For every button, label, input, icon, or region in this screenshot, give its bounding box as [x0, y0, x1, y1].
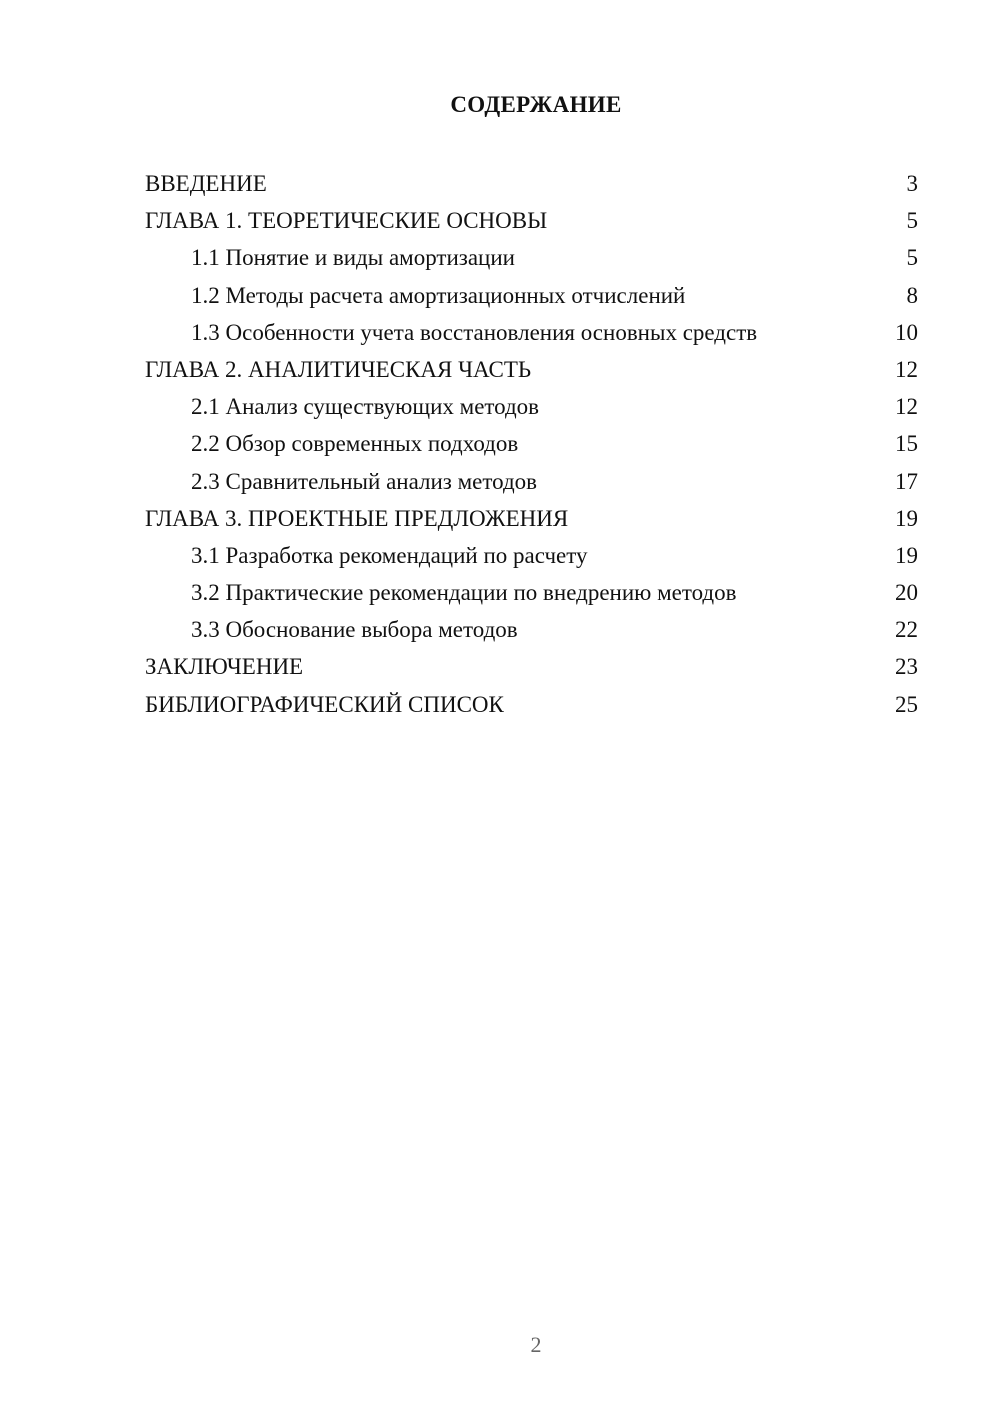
page-number: 2	[530, 1332, 542, 1357]
toc-entry-page: 23	[895, 654, 918, 680]
toc-entry-page: 3	[906, 171, 918, 196]
toc-entry-text: ГЛАВА 2. АНАЛИТИЧЕСКАЯ ЧАСТЬ	[145, 356, 532, 382]
toc-entry-section-1-2[interactable]	[145, 277, 918, 314]
toc-entry-section-3-3[interactable]	[145, 611, 918, 648]
toc-entry-text: БИБЛИОГРАФИЧЕСКИЙ СПИСОК	[145, 691, 504, 717]
toc-entry-page: 25	[895, 691, 918, 717]
toc-entry-page: 5	[906, 245, 918, 271]
toc-entry-page: 12	[895, 356, 918, 382]
toc-entry-text: 1.1 Понятие и виды амортизации	[191, 245, 515, 271]
toc-entry-section-2-3[interactable]	[145, 463, 918, 500]
toc-entry-page: 20	[895, 580, 918, 606]
toc-entry-page: 19	[895, 542, 918, 568]
toc-entry-text: 2.3 Сравнительный анализ методов	[191, 468, 538, 494]
toc-title: СОДЕРЖАНИЕ	[450, 92, 622, 117]
toc-entry-introduction[interactable]	[145, 165, 918, 202]
toc-entry-page: 5	[906, 208, 918, 234]
toc-entry-section-1-3[interactable]	[145, 314, 918, 351]
table-of-contents	[145, 165, 918, 723]
toc-entry-section-3-1[interactable]	[145, 537, 918, 574]
toc-entry-text: ЗАКЛЮЧЕНИЕ	[145, 654, 304, 680]
toc-entry-text: 3.1 Разработка рекомендаций по расчету	[191, 542, 588, 568]
toc-entry-page: 8	[906, 282, 918, 308]
toc-entry-text: 2.1 Анализ существующих методов	[191, 394, 540, 420]
toc-entry-page: 22	[895, 617, 918, 643]
toc-entry-page: 10	[895, 319, 918, 345]
toc-entry-text: ВВЕДЕНИЕ	[145, 171, 267, 196]
toc-entry-chapter-3[interactable]	[145, 500, 918, 537]
toc-entry-page: 12	[895, 394, 918, 420]
toc-entry-section-1-1[interactable]	[145, 239, 918, 276]
toc-entry-page: 19	[895, 505, 918, 531]
toc-entry-page: 17	[895, 468, 918, 494]
toc-entry-chapter-1[interactable]	[145, 202, 918, 239]
toc-entry-section-2-2[interactable]	[145, 425, 918, 462]
toc-entry-text: ГЛАВА 1. ТЕОРЕТИЧЕСКИЕ ОСНОВЫ	[145, 208, 548, 234]
toc-entry-chapter-2[interactable]	[145, 351, 918, 388]
toc-entry-text: 3.2 Практические рекомендации по внедрению методов	[191, 580, 737, 606]
toc-entry-bibliography[interactable]	[145, 686, 918, 723]
toc-entry-text: ГЛАВА 3. ПРОЕКТНЫЕ ПРЕДЛОЖЕНИЯ	[145, 505, 569, 531]
toc-entry-text: 1.3 Особенности учета восстановления основных средств	[191, 319, 758, 345]
toc-entry-page: 15	[895, 431, 918, 457]
toc-entry-text: 1.2 Методы расчета амортизационных отчислений	[191, 282, 686, 308]
toc-entry-text: 2.2 Обзор современных подходов	[191, 431, 519, 457]
toc-entry-text: 3.3 Обоснование выбора методов	[191, 617, 518, 643]
toc-entry-section-2-1[interactable]	[145, 388, 918, 425]
toc-entry-section-3-2[interactable]	[145, 574, 918, 611]
toc-entry-conclusion[interactable]	[145, 648, 918, 685]
